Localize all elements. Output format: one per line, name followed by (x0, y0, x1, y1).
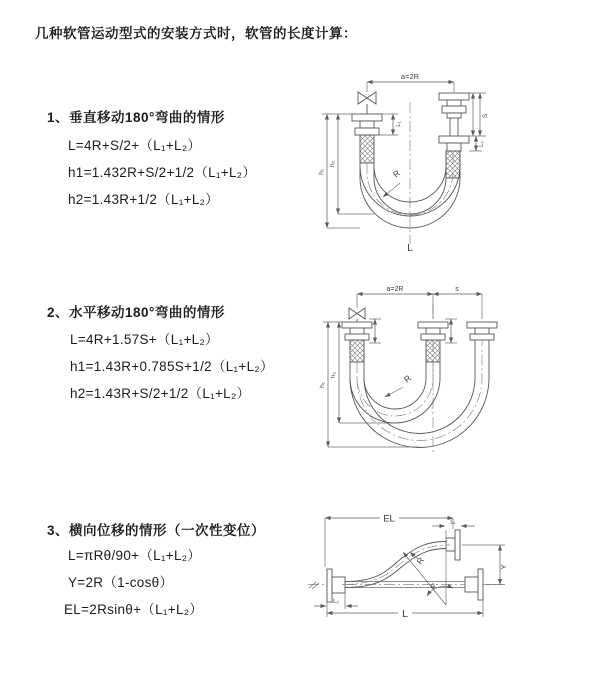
dim-width (367, 72, 454, 92)
section1-formula-h1: h1=1.432R+S/2+1/2（L₁+L₂） (68, 165, 257, 180)
label-l2: L₂ (479, 141, 485, 147)
label-r: R (414, 555, 427, 567)
label-theta: θ (431, 584, 435, 591)
label-a2r: a=2R (400, 72, 420, 81)
label-y: Y (499, 564, 508, 570)
label-el: EL (383, 513, 395, 525)
section3-formula-L: L=πRθ/90+（L₁+L₂） (68, 548, 202, 563)
right-flange (467, 322, 497, 340)
section1-formula-h2: h2=1.43R+1/2（L₁+L₂） (68, 192, 219, 207)
diagram-vertical-bend (310, 66, 600, 261)
label-a2r: a=2R (386, 286, 404, 293)
label-s: S (482, 113, 489, 119)
right-flange (465, 569, 483, 600)
valve-icon (358, 82, 376, 114)
dim-fitting-l2 (314, 593, 358, 609)
section3-formula-Y: Y=2R（1-cosθ） (68, 575, 174, 590)
dim-el (325, 513, 456, 568)
label-l1: L₁ (396, 121, 402, 127)
label-h2: h₂ (330, 371, 337, 379)
diagram-horizontal-bend (315, 283, 600, 461)
dim-travel-s (469, 93, 489, 151)
dim-fitting-l1 (432, 520, 475, 527)
radius-leader (385, 373, 413, 397)
label-l: L (402, 608, 408, 620)
right-upper-flange (439, 93, 469, 136)
left-flange (342, 322, 372, 362)
dim-heights (319, 322, 419, 447)
label-h1: h₁ (319, 382, 326, 388)
hose-arcs (350, 340, 489, 448)
label-r: R (390, 167, 402, 180)
dim-width-travel (357, 286, 482, 319)
section2-formula-h1: h1=1.43R+0.785S+1/2（L₁+L₂） (70, 359, 274, 374)
middle-flange (418, 322, 448, 362)
section2-formula-h2: h2=1.43R+S/2+1/2（L₁+L₂） (70, 386, 251, 401)
valve-icon (349, 294, 365, 322)
label-s: s (455, 286, 459, 293)
page-title: 几种软管运动型式的安装方式时，软管的长度计算： (35, 26, 357, 41)
dim-l (327, 600, 483, 620)
section3-heading: 3、横向位移的情形（一次性变位） (47, 523, 266, 538)
label-length: L (407, 242, 413, 254)
label-h1: h₁ (318, 169, 325, 175)
section1-formula-L: L=4R+S/2+（L₁+L₂） (68, 138, 202, 153)
left-flange (352, 114, 382, 163)
right-lower-flange (439, 136, 469, 178)
label-h2: h₂ (329, 160, 336, 168)
section2-heading: 2、水平移动180°弯曲的情形 (47, 305, 225, 320)
section2-formula-L: L=4R+1.57S+（L₁+L₂） (70, 332, 219, 347)
hose-curve (342, 542, 450, 588)
diagram-lateral-displacement (300, 505, 600, 655)
label-l1: L₁ (450, 519, 456, 526)
label-r: R (401, 372, 413, 385)
label-l2: L₂ (333, 599, 339, 605)
left-flange (327, 569, 345, 602)
section3-formula-EL: EL=2Rsinθ+（L₁+L₂） (64, 602, 204, 617)
section1-heading: 1、垂直移动180°弯曲的情形 (47, 110, 225, 125)
